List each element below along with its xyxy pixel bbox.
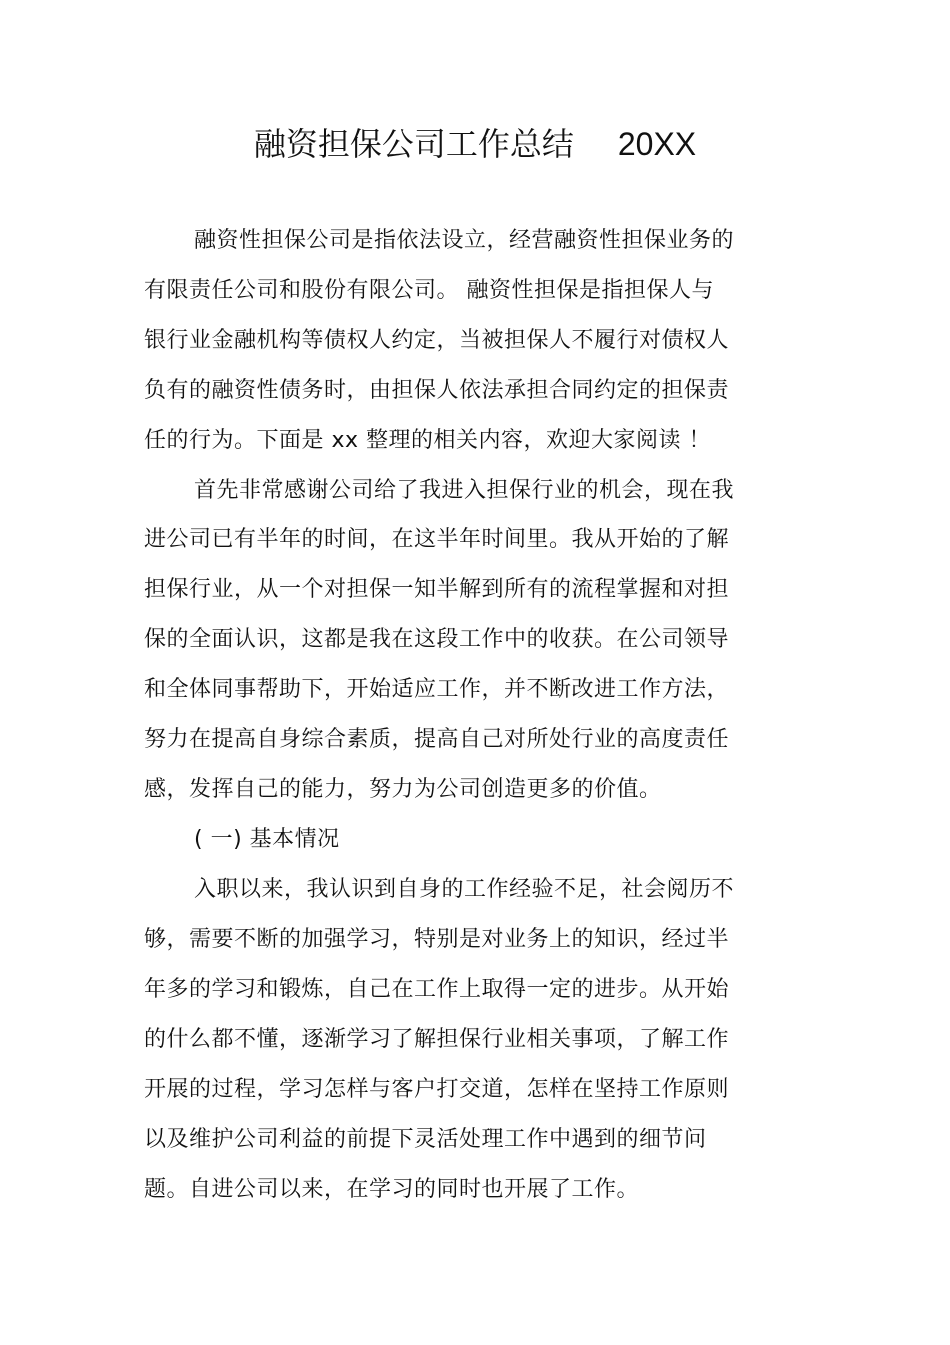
paragraph-line: 保的全面认识，这都是我在这段工作中的收获。在公司领导: [144, 627, 730, 652]
paragraph-line: 努力在提高自身综合素质，提高自己对所处行业的高度责任: [144, 727, 730, 752]
paragraph-line: 任的行为。下面是 xx 整理的相关内容，欢迎大家阅读 ！: [144, 428, 712, 453]
section-heading: ( 一) 基本情况: [194, 827, 340, 852]
paragraph-line: 够，需要不断的加强学习，特别是对业务上的知识，经过半: [144, 927, 730, 952]
paragraph-line: 和全体同事帮助下，开始适应工作，并不断改进工作方法，: [144, 677, 730, 702]
paragraph-line: 首先非常感谢公司给了我进入担保行业的机会，现在我: [194, 478, 735, 503]
title-year: 20XX: [617, 126, 697, 162]
paragraph-line: 负有的融资性债务时，由担保人依法承担合同约定的担保责: [144, 378, 730, 403]
paragraph-line: 银行业金融机构等债权人约定，当被担保人不履行对债权人: [144, 328, 730, 353]
document-title: [0, 118, 950, 170]
paragraph-line: 以及维护公司利益的前提下灵活处理工作中遇到的细节问: [144, 1127, 707, 1152]
paragraph-line: 题。自进公司以来，在学习的同时也开展了工作。: [144, 1177, 640, 1202]
paragraph-line: 有限责任公司和股份有限公司。 融资性担保是指担保人与: [144, 278, 714, 303]
paragraph-line: 融资性担保公司是指依法设立，经营融资性担保业务的: [194, 228, 735, 253]
paragraph-line: 入职以来，我认识到自身的工作经验不足，社会阅历不: [194, 877, 735, 902]
paragraph-line: 开展的过程，学习怎样与客户打交道，怎样在坚持工作原则: [144, 1077, 730, 1102]
paragraph-line: 担保行业，从一个对担保一知半解到所有的流程掌握和对担: [144, 577, 730, 602]
paragraph-line: 进公司已有半年的时间，在这半年时间里。我从开始的了解: [144, 527, 730, 552]
title-text: 融资担保公司工作总结: [253, 125, 574, 163]
paragraph-line: 的什么都不懂，逐渐学习了解担保行业相关事项，了解工作: [144, 1027, 730, 1052]
paragraph-line: 感，发挥自己的能力，努力为公司创造更多的价值。: [144, 777, 662, 802]
paragraph-line: 年多的学习和锻炼，自己在工作上取得一定的进步。从开始: [144, 977, 730, 1002]
